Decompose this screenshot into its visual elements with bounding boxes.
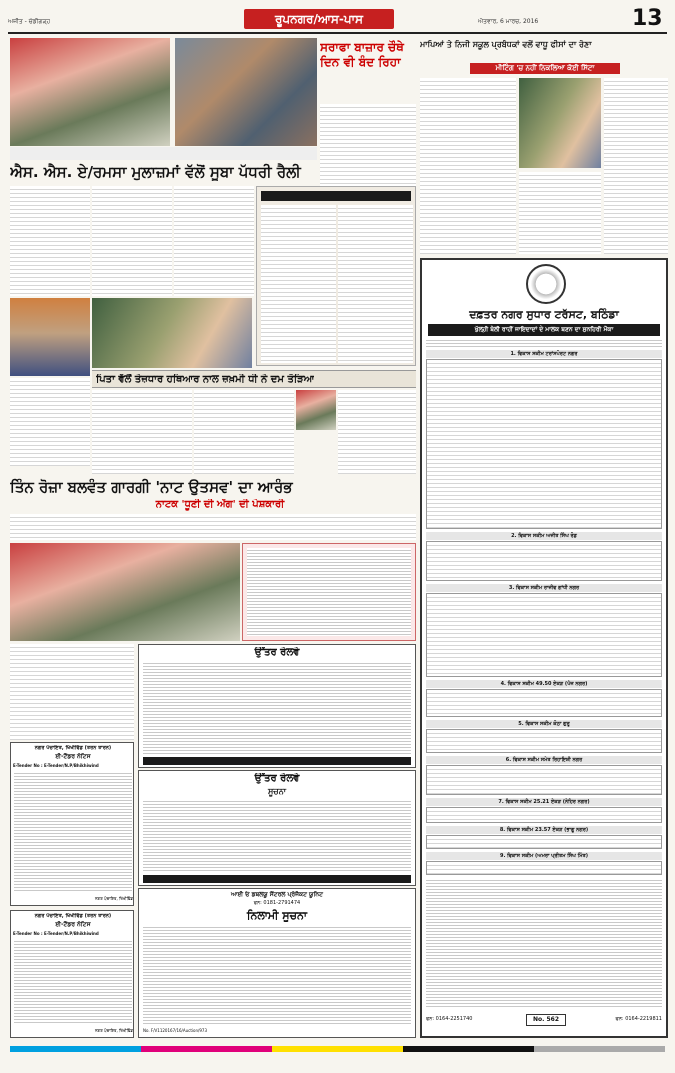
- father-text-2: [194, 390, 294, 474]
- trust-section-9: 9. ਵਿਕਾਸ ਸਕੀਮ (ਅਮਰਾ ਪ੍ਰੀਤਮ ਸਿੰਘ ਮਿੱਤ): [426, 852, 662, 860]
- sarafa-headline: ਸਰਾਫਾ ਬਾਜ਼ਾਰ ਚੌਥੇ ਦਿਨ ਵੀ ਬੰਦ ਰਿਹਾ: [320, 40, 404, 69]
- candidate-text-2: [338, 205, 413, 363]
- utsav-callout: [242, 543, 416, 641]
- trust-section-4: 4. ਵਿਕਾਸ ਸਕੀਮ 49.50 ਏਕੜ (ਪੰਜ ਨਗਰ): [426, 680, 662, 688]
- candidate-box: [256, 186, 416, 366]
- trust-phone: ਫੋਨ: 0164-2251740: [426, 1016, 473, 1022]
- private-text: [420, 78, 516, 254]
- tender-sub-2: ਈ-ਟੈਂਡਰ ਨੋਟਿਸ: [55, 921, 91, 928]
- trust-table-9: [426, 861, 662, 875]
- trust-table-1: [426, 359, 662, 529]
- uttar-railway-text-1: [143, 661, 411, 755]
- uttar-railway-title-1: ਉੱਤਰ ਰੇਲਵੇ: [254, 647, 300, 658]
- utsav-headline: ਤਿੰਨ ਰੋਜ਼ਾ ਬਲਵੰਤ ਗਾਰਗੀ 'ਨਾਟ ਉਤਸਵ' ਦਾ ਆਰੰਭ: [10, 478, 293, 496]
- father-text-3: [338, 390, 416, 474]
- trust-table-6: [426, 765, 662, 795]
- auction-phone: ਫੋਨ: 0181-2791474: [253, 900, 301, 906]
- rally-headline: ਐਸ. ਐਸ. ਏ/ਰਮਸਾ ਮੁਲਾਜ਼ਮਾਂ ਵੱਲੋਂ ਸੂਬਾ ਪੱਧਰੀ ਰੈਲੀ: [10, 163, 301, 181]
- photo-caption: [10, 147, 317, 160]
- portrait-photo: [10, 298, 90, 376]
- trust-subtitle: ਖੁੱਲ੍ਹੀ ਬੋਲੀ ਰਾਹੀਂ ਜਾਇਦਾਦਾਂ ਦੇ ਮਾਲਕ ਬਣਨ ਦਾ ਸੁਨਹਿਰੀ ਮੌਕਾ: [428, 324, 660, 336]
- trust-section-8: 8. ਵਿਕਾਸ ਸਕੀਮ 23.57 ਏਕੜ (ਭਾਗੂ ਨਗਰ): [426, 826, 662, 834]
- office-photo: [92, 298, 252, 368]
- trust-table-8: [426, 835, 662, 849]
- masthead-date: ਐਤਵਾਰ, 6 ਮਾਰਚ, 2016: [478, 18, 539, 25]
- father-headline-box: [92, 370, 416, 388]
- trust-title: ਦਫ਼ਤਰ ਨਗਰ ਸੁਧਾਰ ਟਰੱਸਟ, ਬਠਿੰਡਾ: [469, 308, 619, 321]
- rally-photo-2: [175, 38, 317, 146]
- print-color-bar: [10, 1046, 665, 1052]
- trust-table-5: [426, 729, 662, 753]
- trust-section-3: 3. ਵਿਕਾਸ ਸਕੀਮ ਰਾਜੀਵ ਗਾਂਧੀ ਨਗਰ: [426, 584, 662, 592]
- tender-sign-1: ਨਗਰ ਪੰਚਾਇਤ, ਖਿੱਖੀਵਿੰਡ: [95, 896, 133, 901]
- private-subheadline: ਮੀਟਿੰਗ 'ਚ ਨਹੀਂ ਨਿਕਲਿਆ ਕੋਈ ਸਿੱਟਾ: [470, 63, 620, 74]
- rally-text-2: [92, 186, 172, 296]
- section-title: ਰੂਪਨਗਰ/ਆਸ-ਪਾਸ: [244, 9, 394, 29]
- private-headline: ਮਾਪਿਆਂ ਤੇ ਨਿਜੀ ਸਕੂਲ ਪ੍ਰਬੰਧਕਾਂ ਵਲੋਂ ਵਾਧੂ ਫੀਸਾਂ ਦਾ ਰੋਣਾ: [420, 40, 592, 49]
- private-text-2: [604, 78, 668, 254]
- portrait-caption: [10, 378, 90, 466]
- utsav-subheadline: ਨਾਟਕ 'ਧੂਣੀ ਦੀ ਅੱਗ' ਦੀ ਪੇਸ਼ਕਾਰੀ: [155, 499, 285, 510]
- tender-text-1: [14, 771, 132, 893]
- trust-phone-2: ਫੋਨ: 0164-2219811: [615, 1016, 662, 1022]
- rally-text-3: [174, 186, 254, 296]
- masthead-left: ਅਜੀਤ - ਚੰਡੀਗੜ੍ਹ: [8, 18, 51, 25]
- trust-section-6: 6. ਵਿਕਾਸ ਸਕੀਮ ਸਮੇਤ ਰਿਹਾਇਸ਼ੀ ਨਗਰ: [426, 756, 662, 764]
- trust-section-5: 5. ਵਿਕਾਸ ਸਕੀਮ ਕੋਠਾ ਗੁਰੂ: [426, 720, 662, 728]
- tender-sub-1: ਈ-ਟੈਂਡਰ ਨੋਟਿਸ: [55, 753, 91, 760]
- auction-title: ਨਿਲਾਮੀ ਸੂਚਨਾ: [246, 909, 308, 922]
- utsav-text-2: [10, 644, 134, 740]
- tender-ad-2: [10, 910, 134, 1038]
- rally-photo-1: [10, 38, 170, 146]
- trust-table-7: [426, 807, 662, 823]
- trust-table-4: [426, 689, 662, 717]
- uttar-railway-footer-1: [143, 757, 411, 765]
- auction-text: [143, 925, 411, 1025]
- trust-ad: [420, 258, 668, 1038]
- father-text: [92, 390, 192, 474]
- utsav-callout-text: [247, 548, 411, 636]
- trust-table-2: [426, 541, 662, 581]
- father-headline: ਪਿਤਾ ਵੱਲੋਂ ਤੇਜ਼ਧਾਰ ਹਥਿਆਰ ਨਾਲ ਜ਼ਖ਼ਮੀ ਧੀ ਨੇ ਦਮ ਤੋੜਿਆ: [96, 374, 315, 385]
- candidate-banner: [261, 191, 411, 201]
- uttar-railway-title-2: ਉੱਤਰ ਰੇਲਵੇ: [254, 773, 300, 784]
- utsav-photo: [10, 543, 240, 641]
- tender-title-2: ਨਗਰ ਪੰਚਾਇਤ, ਖਿੱਖੀਵਿੰਡ (ਤਰਨ ਤਾਰਨ): [34, 913, 112, 919]
- trust-intro: [426, 338, 662, 348]
- uttar-railway-text-2: [143, 799, 411, 873]
- trust-terms: [426, 878, 662, 1008]
- candidate-text: [261, 205, 336, 363]
- uttar-railway-footer-2: [143, 875, 411, 883]
- tender-no-2: E-Tender No : E-Tender/N.P/Bhikhiwind: [13, 931, 99, 936]
- tender-no-1: E-Tender No : E-Tender/N.P/Bhikhiwind: [13, 763, 99, 768]
- private-text-3: [519, 172, 601, 254]
- private-photo: [519, 78, 601, 168]
- trust-section-7: 7. ਵਿਕਾਸ ਸਕੀਮ 25.21 ਏਕੜ (ਨੇਹਿਰ ਨਗਰ): [426, 798, 662, 806]
- utsav-text: [10, 514, 416, 540]
- rally-text: [10, 186, 90, 296]
- trust-logo: [526, 264, 566, 304]
- tender-ad-1: [10, 742, 134, 906]
- tender-sign-2: ਨਗਰ ਪੰਚਾਇਤ, ਖਿੱਖੀਵਿੰਡ: [95, 1028, 133, 1033]
- tender-title-1: ਨਗਰ ਪੰਚਾਇਤ, ਖਿੱਖੀਵਿੰਡ (ਤਰਨ ਤਾਰਨ): [34, 745, 112, 751]
- girl-photo: [296, 390, 336, 430]
- trust-table-3: [426, 593, 662, 677]
- suchna-title: ਸੂਚਨਾ: [267, 787, 286, 796]
- masthead: [8, 6, 667, 34]
- uttar-railway-ad-2: [138, 770, 416, 886]
- trust-number: No. 562: [526, 1014, 566, 1026]
- auction-ref: No. F/V1120167/16/Auction/973: [143, 1028, 208, 1033]
- auction-org: ਆਈ ਓ ਡਬਲਯੂ ਸੈਂਟਰਲ ਪ੍ਰੋਜੈਕਟ ਯੂਨਿਟ: [231, 891, 323, 898]
- trust-section-1: 1. ਵਿਕਾਸ ਸਕੀਮ ਟਰਾਂਸਪੋਰਟ ਨਗਰ: [426, 350, 662, 358]
- tender-text-2: [14, 939, 132, 1025]
- uttar-railway-ad-1: [138, 644, 416, 768]
- page-number: 13: [632, 7, 663, 31]
- trust-section-2: 2. ਵਿਕਾਸ ਸਕੀਮ ਅਜੀਤ ਸਿੰਘ ਰੋਡ: [426, 532, 662, 540]
- auction-ad: [138, 888, 416, 1038]
